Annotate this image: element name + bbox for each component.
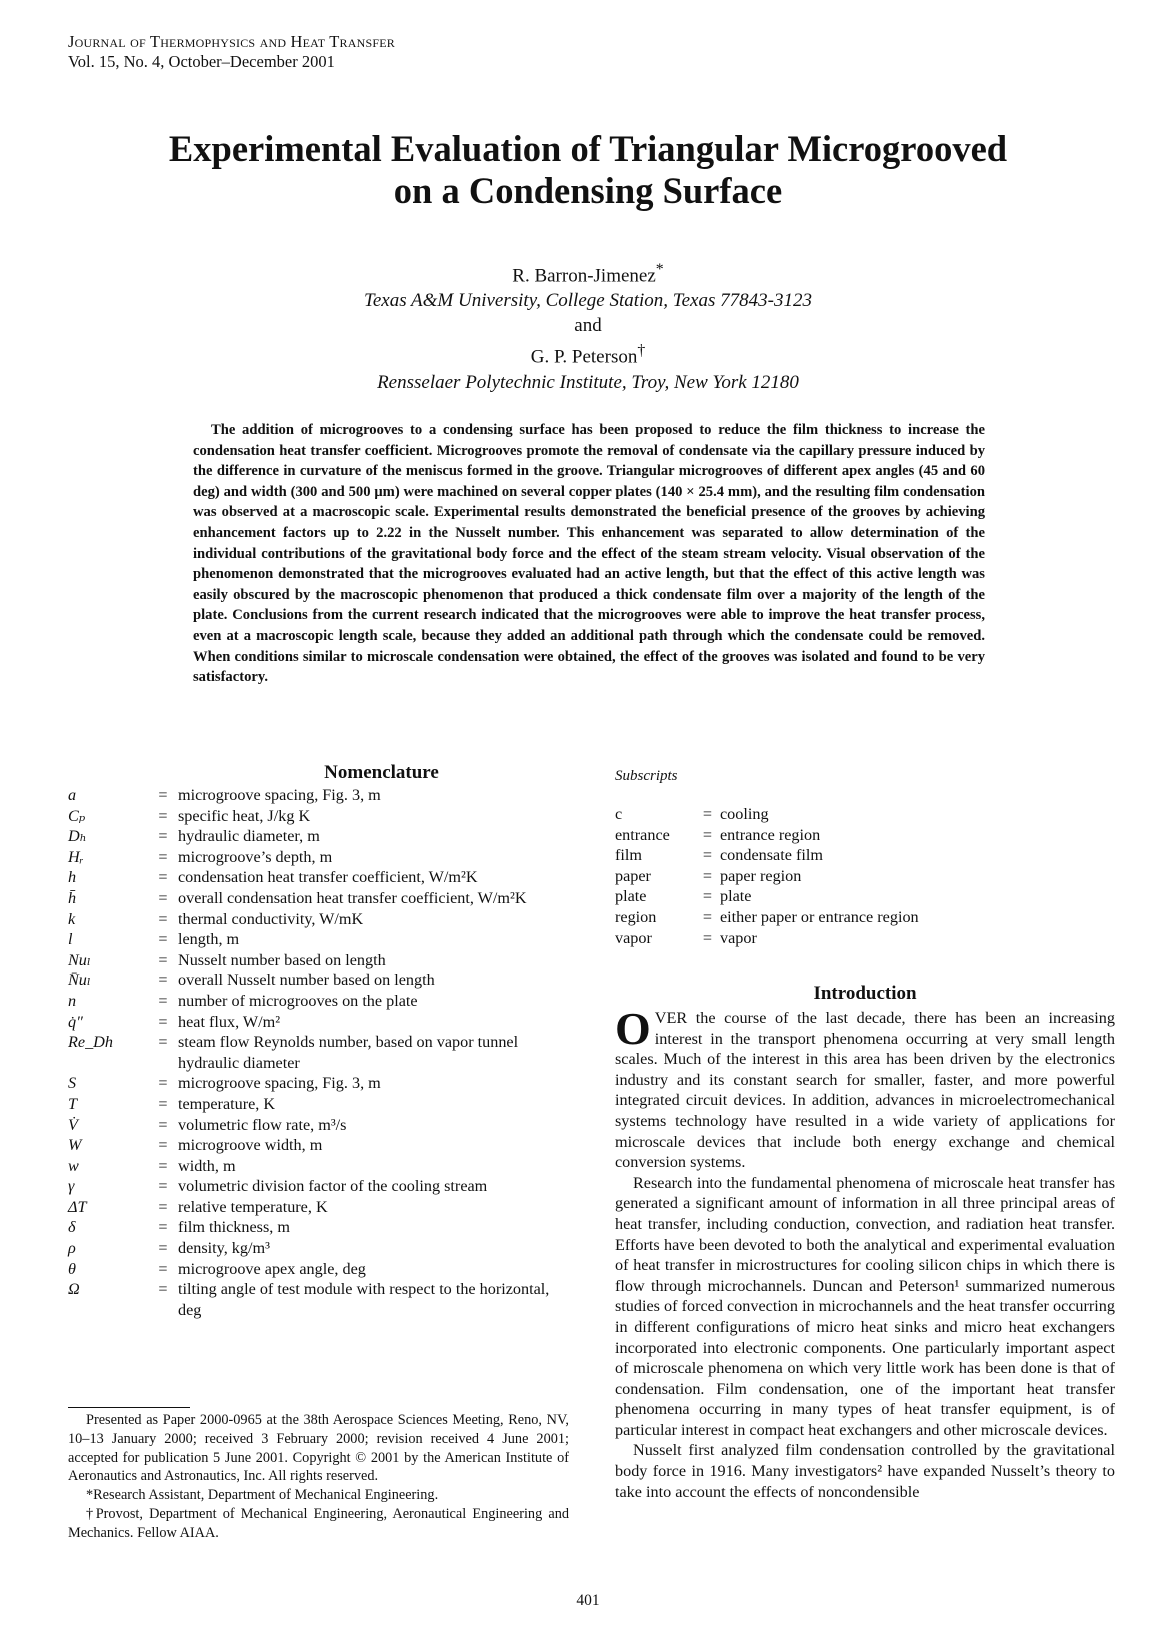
nomenclature-definition: volumetric flow rate, m³/s xyxy=(178,1115,347,1134)
nomenclature-equals: = xyxy=(158,1280,168,1299)
nomenclature-equals: = xyxy=(158,1218,168,1237)
nomenclature-row xyxy=(68,991,568,1012)
nomenclature-symbol: Nuₗ xyxy=(68,950,91,969)
nomenclature-definition: specific heat, J/kg K xyxy=(178,806,311,825)
nomenclature-equals: = xyxy=(158,1136,168,1155)
subscript-symbol: c xyxy=(615,805,623,823)
nomenclature-equals: = xyxy=(158,1197,168,1216)
nomenclature-symbol: Re_Dh xyxy=(68,1033,113,1052)
subscript-row xyxy=(615,886,919,907)
nomenclature-row xyxy=(68,950,568,971)
nomenclature-equals: = xyxy=(158,1156,168,1175)
nomenclature-equals: = xyxy=(158,888,168,907)
subscript-definition: vapor xyxy=(720,928,757,947)
author-2 xyxy=(80,338,1096,369)
author-1 xyxy=(80,257,1096,288)
subscript-equals: = xyxy=(702,846,713,865)
nomenclature-definition: width, m xyxy=(178,1156,236,1175)
nomenclature-definition: film thickness, m xyxy=(178,1218,290,1237)
subscript-equals: = xyxy=(702,866,713,885)
subscript-equals: = xyxy=(702,907,713,926)
nomenclature-definition: microgroove width, m xyxy=(178,1136,323,1155)
nomenclature-definition: tilting angle of test module with respect to the horizontal, deg xyxy=(178,1280,550,1319)
subscript-symbol: paper xyxy=(615,866,651,885)
nomenclature-row xyxy=(68,1197,568,1218)
title-line-1: Experimental Evaluation of Triangular Microgrooved xyxy=(168,128,1008,169)
nomenclature-equals: = xyxy=(158,1115,168,1134)
affiliation-2: Rensselaer Polytechnic Institute, Troy, New York 12180 xyxy=(377,371,799,393)
nomenclature-definition: length, m xyxy=(178,930,240,949)
nomenclature-symbol: Hᵣ xyxy=(68,847,84,866)
introduction-title: Introduction xyxy=(813,983,917,1004)
nomenclature-symbol: Dₕ xyxy=(68,827,87,846)
nomenclature-symbol: δ xyxy=(68,1218,76,1237)
nomenclature-definition: microgroove spacing, Fig. 3, m xyxy=(178,1074,381,1093)
nomenclature-symbol: N̄uₗ xyxy=(68,971,91,990)
nomenclature-symbol: θ xyxy=(68,1259,76,1278)
journal-name: Journal of Thermophysics and Heat Transfer xyxy=(68,32,395,51)
author-block xyxy=(80,257,1096,395)
paper-title xyxy=(80,128,1096,212)
footnote-author-1: *Research Assistant, Department of Mechanical Engineering. xyxy=(86,1487,439,1504)
footnote-rule xyxy=(68,1407,190,1408)
nomenclature-symbol: k xyxy=(68,909,76,928)
nomenclature-symbol: w xyxy=(68,1156,79,1175)
nomenclature-definition: overall condensation heat transfer coefficient, W/m²K xyxy=(178,888,527,907)
author-and: and xyxy=(574,315,602,337)
intro-paragraph-3: Nusselt first analyzed film condensation controlled by the gravitational body force in 1916. Many investigators² have expanded Nusselt’s theory to take into account the effects of noncondensible xyxy=(615,1441,1115,1501)
nomenclature-definition: microgroove apex angle, deg xyxy=(178,1259,366,1278)
nomenclature-equals: = xyxy=(158,847,168,866)
nomenclature-row xyxy=(68,909,568,930)
nomenclature-equals: = xyxy=(158,806,168,825)
nomenclature-row xyxy=(68,1176,568,1197)
nomenclature-symbol: h xyxy=(68,868,77,887)
subscript-symbol: region xyxy=(615,907,657,926)
nomenclature-definition: condensation heat transfer coefficient, W/m²K xyxy=(178,868,478,887)
nomenclature-symbol: l xyxy=(68,930,73,949)
nomenclature-symbol: T xyxy=(68,1094,78,1113)
nomenclature-equals: = xyxy=(158,1239,168,1258)
nomenclature-definition: heat flux, W/m² xyxy=(178,1012,281,1031)
intro-paragraph-1-text: VER the course of the last decade, there has been an increasing interest in the transport phenomena occurring at very small length scales. Much of the interest in this area has been driven by the electronics industry and its constant search for smaller, faster, and more powerful integrated circuit devices. In addition, advances in microelectromechanical systems technology have resulted in a wide variety of applications for microscale devices that include both energy exchange and chemical conversion systems. xyxy=(615,1009,1115,1172)
nomenclature-row xyxy=(68,1115,568,1136)
nomenclature-row xyxy=(68,1217,568,1238)
nomenclature-row xyxy=(68,1073,568,1094)
nomenclature-table xyxy=(68,785,568,1320)
nomenclature-definition: microgroove spacing, Fig. 3, m xyxy=(178,786,381,804)
nomenclature-row xyxy=(68,1238,568,1259)
nomenclature-symbol: V̇ xyxy=(68,1115,78,1134)
nomenclature-symbol: h̄ xyxy=(68,888,77,907)
nomenclature-row xyxy=(68,806,568,827)
subscript-equals: = xyxy=(702,825,713,844)
nomenclature-symbol: γ xyxy=(68,1177,75,1196)
nomenclature-section xyxy=(68,762,569,1320)
nomenclature-symbol: n xyxy=(68,991,77,1010)
nomenclature-symbol: ΔT xyxy=(68,1197,87,1216)
nomenclature-equals: = xyxy=(158,1033,168,1052)
abstract: The addition of microgrooves to a condensing surface has been proposed to reduce the film thickness to increase the condensation heat transfer coefficient. Microgrooves promote the removal of condensate via the capillary pressure induced by the difference in curvature of the meniscus formed in the groove. Triangular microgrooves of different apex angles (45 and 60 deg) and width (300 and 500 μm) were machined on several copper plates (140 × 25.4 mm), and the resulting film condensation was observed at a macroscopic scale. Experimental results demonstrated the beneficial presence of the grooves by achieving enhancement factors up to 2.22 in the Nusselt number. This enhancement was separated to allow determination of the individual contributions of the gravitational body force and the effect of the steam stream velocity. Visual observation of the phenomenon demonstrated that the microgrooves evaluated had an active length, but that the effect of this active length was easily obscured by the macroscopic phenomenon that produced a thick condensate film over a majority of the length of the plate. Conclusions from the current research indicated that the microgrooves were able to improve the heat transfer process, even at a macroscopic length scale, because they added an additional path through which the condensate could be removed. When conditions similar to microscale condensation were obtained, the effect of the grooves was isolated and found to be very satisfactory. xyxy=(193,422,985,686)
nomenclature-definition: temperature, K xyxy=(178,1094,276,1113)
nomenclature-symbol: a xyxy=(68,786,77,804)
nomenclature-definition: Nusselt number based on length xyxy=(178,950,386,969)
nomenclature-title: Nomenclature xyxy=(324,762,439,783)
subscript-definition: plate xyxy=(720,887,752,906)
subscript-symbol: film xyxy=(615,846,642,865)
nomenclature-definition: number of microgrooves on the plate xyxy=(178,991,418,1010)
subscript-row xyxy=(615,825,919,846)
nomenclature-row xyxy=(68,847,568,868)
nomenclature-row xyxy=(68,826,568,847)
footnotes xyxy=(68,1411,569,1543)
nomenclature-row xyxy=(68,929,568,950)
footnote-presented: Presented as Paper 2000-0965 at the 38th Aerospace Sciences Meeting, Reno, NV, 10–13 January 2000; received 3 February 2000; revision received 4 June 2001; accepted for publication 5 June 2001. Copyright © 2001 by the American Institute of Aeronautics and Astronautics, Inc. All rights reserved. xyxy=(68,1412,569,1485)
nomenclature-row xyxy=(68,1156,568,1177)
nomenclature-row xyxy=(68,1259,568,1280)
nomenclature-row xyxy=(68,1135,568,1156)
subscript-row xyxy=(615,866,919,887)
nomenclature-symbol: ρ xyxy=(68,1239,76,1258)
nomenclature-symbol: Cₚ xyxy=(68,806,86,825)
affiliation-1: Texas A&M University, College Station, Texas 77843-3123 xyxy=(364,290,812,312)
title-line-2: on a Condensing Surface xyxy=(393,170,783,211)
nomenclature-equals: = xyxy=(158,1012,168,1031)
subscript-definition: cooling xyxy=(720,805,769,823)
nomenclature-equals: = xyxy=(158,1177,168,1196)
author-2-name: G. P. Peterson xyxy=(530,346,638,368)
subscript-definition: entrance region xyxy=(720,825,821,844)
nomenclature-row xyxy=(68,1279,568,1320)
nomenclature-symbol: Ω xyxy=(68,1280,80,1299)
nomenclature-equals: = xyxy=(158,827,168,846)
nomenclature-symbol: q̇″ xyxy=(68,1012,83,1031)
nomenclature-definition: steam flow Reynolds number, based on vapor tunnel hydraulic diameter xyxy=(178,1033,519,1072)
nomenclature-equals: = xyxy=(158,1074,168,1093)
footnote-author-2: †Provost, Department of Mechanical Engineering, Aeronautical Engineering and Mechanics. Fellow AIAA. xyxy=(68,1505,569,1541)
subscript-symbol: entrance xyxy=(615,825,670,844)
author-1-mark: * xyxy=(655,261,664,278)
nomenclature-row xyxy=(68,970,568,991)
nomenclature-definition: density, kg/m³ xyxy=(178,1239,270,1258)
nomenclature-row xyxy=(68,888,568,909)
nomenclature-row xyxy=(68,867,568,888)
subscript-row xyxy=(615,845,919,866)
nomenclature-equals: = xyxy=(158,991,168,1010)
subscript-equals: = xyxy=(702,928,713,947)
subscript-equals: = xyxy=(702,805,713,823)
nomenclature-definition: overall Nusselt number based on length xyxy=(178,971,435,990)
nomenclature-row xyxy=(68,1032,568,1073)
journal-volume: Vol. 15, No. 4, October–December 2001 xyxy=(68,52,335,71)
subscript-definition: either paper or entrance region xyxy=(720,907,919,926)
nomenclature-symbol: S xyxy=(68,1074,77,1093)
subscripts-title: Subscripts xyxy=(615,768,678,784)
page-number: 401 xyxy=(576,1592,600,1609)
subscript-symbol: vapor xyxy=(615,928,652,947)
journal-header xyxy=(68,32,395,72)
nomenclature-equals: = xyxy=(158,971,168,990)
nomenclature-row xyxy=(68,1094,568,1115)
author-1-name: R. Barron-Jimenez xyxy=(512,265,656,287)
nomenclature-symbol: W xyxy=(68,1136,82,1155)
nomenclature-equals: = xyxy=(158,930,168,949)
drop-cap: O xyxy=(615,1003,651,1054)
subscript-row xyxy=(615,804,919,825)
subscripts-table xyxy=(615,804,919,948)
subscript-equals: = xyxy=(702,887,713,906)
nomenclature-row xyxy=(68,785,568,806)
subscript-definition: paper region xyxy=(720,866,802,885)
intro-paragraph-2: Research into the fundamental phenomena of microscale heat transfer has generated a significant amount of information in all three principal areas of heat transfer, including conduction, convection, and radiation heat transfer. Efforts have been devoted to both the analytical and experimental evaluation of heat transfer in microstructures for cooling silicon chips in which there is flow through microchannels. Duncan and Peterson¹ summarized numerous studies of forced convection in microchannels and the heat transfer occurring in different configurations of micro heat sinks and micro heat exchangers incorporated into electronic components. One particularly important aspect of microscale phenomena on which very little work has been done is that of condensation. Film condensation, one of the important heat transfer phenomena occurring in many types of heat transfer equipment, is of particular interest in compact heat exchangers and other microscale devices. xyxy=(615,1173,1115,1439)
nomenclature-equals: = xyxy=(158,950,168,969)
nomenclature-equals: = xyxy=(158,909,168,928)
nomenclature-row xyxy=(68,1012,568,1033)
nomenclature-equals: = xyxy=(158,1094,168,1113)
nomenclature-definition: microgroove’s depth, m xyxy=(178,847,333,866)
author-2-mark: † xyxy=(637,342,646,360)
subscript-definition: condensate film xyxy=(720,846,823,865)
subscript-symbol: plate xyxy=(615,887,647,906)
nomenclature-equals: = xyxy=(158,786,168,804)
nomenclature-equals: = xyxy=(158,868,168,887)
intro-paragraph-1 xyxy=(615,1003,1115,1173)
nomenclature-equals: = xyxy=(158,1259,168,1278)
nomenclature-definition: volumetric division factor of the cooling stream xyxy=(178,1177,488,1196)
subscript-row xyxy=(615,907,919,928)
nomenclature-definition: thermal conductivity, W/mK xyxy=(178,909,364,928)
nomenclature-definition: hydraulic diameter, m xyxy=(178,827,320,846)
subscript-row xyxy=(615,928,919,949)
introduction-body xyxy=(615,1003,1115,1502)
subscripts-section xyxy=(615,768,1115,948)
nomenclature-definition: relative temperature, K xyxy=(178,1197,328,1216)
